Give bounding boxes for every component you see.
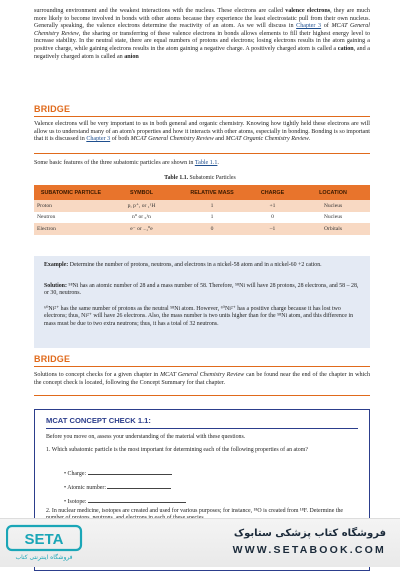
header-particle: SUBATOMIC PARTICLE bbox=[34, 185, 108, 200]
intro-text: surrounding environment and the weakest interactions with the nucleus. These electrons are called bbox=[34, 8, 286, 14]
bridge-heading: BRIDGE bbox=[34, 354, 71, 364]
bullet-label: Atomic number: bbox=[67, 485, 106, 491]
table-cell: Nucleus bbox=[296, 212, 370, 224]
answer-line-charge: • Charge: bbox=[64, 469, 172, 477]
table-cell: 0 bbox=[175, 223, 249, 235]
table-cell: +1 bbox=[249, 200, 296, 212]
chapter-3-link[interactable]: Chapter 3 bbox=[86, 136, 111, 143]
table-row bbox=[34, 223, 370, 235]
example-box bbox=[34, 256, 370, 348]
bullet-label: Charge: bbox=[67, 471, 87, 477]
intro-text: , and a negatively charged atom is called an bbox=[34, 45, 370, 60]
answer-blank[interactable] bbox=[88, 469, 172, 475]
book-title: MCAT Organic Chemistry Review bbox=[225, 136, 309, 143]
header-location: LOCATION bbox=[296, 185, 370, 200]
table-1-1-link[interactable]: Table 1.1 bbox=[194, 160, 218, 166]
example-label: Example: bbox=[44, 262, 69, 268]
example-question bbox=[44, 262, 364, 269]
bridge-text-part: of both bbox=[110, 136, 131, 143]
table-header-row bbox=[34, 185, 370, 200]
logo-wordmark: SETA bbox=[24, 531, 64, 548]
term-valence-electrons: valence electrons bbox=[285, 8, 331, 14]
bridge-heading: BRIDGE bbox=[34, 104, 71, 114]
question-2: 2. In nuclear medicine, isotopes are created and used for various purposes; for instance, ¹⁸O is created from ¹⁸F. Determine the bbox=[46, 508, 344, 514]
book-title: MCAT General Chemistry Review bbox=[160, 372, 245, 378]
intro-text: , they are much more likely to become involved in bonds with other atoms because they experience the least electrostatic pull from their own nucleus. Generally speaking, the valence electrons determine the reactivity of an atom. As we will discuss in bbox=[34, 8, 370, 30]
concept-check-rule bbox=[46, 428, 358, 429]
table-cell: Proton bbox=[34, 200, 108, 212]
table-cell: Electron bbox=[34, 223, 108, 235]
table-row bbox=[34, 200, 370, 212]
subatomic-particles-table bbox=[34, 185, 370, 235]
table-cell: 0 bbox=[249, 212, 296, 224]
book-title: MCAT General Chemistry Review bbox=[34, 23, 370, 37]
term-anion: anion bbox=[124, 53, 139, 60]
table-caption-text: Subatomic Particles bbox=[188, 175, 236, 181]
example-solution-2 bbox=[44, 306, 364, 328]
table-cell: e⁻ or ₋₁⁰e bbox=[108, 223, 175, 235]
term-cation: cation bbox=[337, 45, 354, 52]
table-caption-number: Table 1.1. bbox=[164, 175, 189, 181]
intro-paragraph bbox=[34, 8, 370, 61]
bridge-text-part: Valence electrons will be very important to us in both general and organic chemistry. Knowing how tightly held these electrons are will allow us to understand many of an atom's properties and how it interacts with other atoms, especially in bonding. Bonding is so important that it is discussed in bbox=[34, 121, 370, 143]
header-symbol: SYMBOL bbox=[108, 185, 175, 200]
chapter-3-link[interactable]: Chapter 3 bbox=[296, 23, 322, 30]
bridge-text-part: and bbox=[213, 136, 226, 143]
table-intro bbox=[34, 160, 370, 168]
example-solution bbox=[44, 283, 364, 298]
answer-line-isotope: • Isotope: bbox=[64, 497, 186, 505]
logo-subtitle: فروشگاه اینترنتی کتاب bbox=[15, 554, 73, 561]
table-cell: –1 bbox=[249, 223, 296, 235]
intro-text: of bbox=[321, 23, 332, 30]
solution-text: ⁶⁰Ni²⁺ has the same number of protons as the neutral ⁵⁸Ni atom. However, ⁶⁰Ni²⁺ has a positive charge because it has lost two electrons; thus, Ni²⁺ will have 26 electrons. Also, the mass number is two units higher than for the ⁵⁸Ni atom, and this difference in mass must be due to two extra neutrons; thus, it has a total of 32 neutrons. bbox=[44, 306, 354, 327]
store-name: فروشگاه کتاب پزشکی ستابوک bbox=[233, 528, 386, 539]
example-text: Determine the number of protons, neutrons, and electrons in a nickel-58 atom and in a nickel-60 +2 cation. bbox=[68, 262, 322, 268]
bridge-text-part: Solutions to concept checks for a given chapter in bbox=[34, 372, 161, 378]
answer-blank[interactable] bbox=[107, 483, 171, 489]
table-cell: p, p⁺, or ₁¹H bbox=[108, 200, 175, 212]
table-intro-text: . bbox=[217, 160, 219, 166]
table-cell: Orbitals bbox=[296, 223, 370, 235]
table-cell: n⁰ or ₀¹n bbox=[108, 212, 175, 224]
solution-label: Solution: bbox=[44, 283, 67, 289]
bridge-text bbox=[34, 121, 370, 144]
table-cell: Nucleus bbox=[296, 200, 370, 212]
book-title: MCAT General Chemistry Review bbox=[130, 136, 214, 143]
bridge-bottom-rule bbox=[34, 153, 370, 154]
header-charge: CHARGE bbox=[249, 185, 296, 200]
solution-text: ⁵⁸Ni has an atomic number of 28 and a mass number of 58. Therefore, ⁵⁸Ni will have 28 protons, 28 electrons, and 58 – 28, or 30, neutrons. bbox=[44, 283, 359, 297]
table-caption bbox=[0, 175, 400, 181]
bridge-bottom-rule bbox=[34, 395, 370, 396]
bridge-rule bbox=[34, 116, 370, 117]
concept-check-title: MCAT CONCEPT CHECK 1.1: bbox=[46, 416, 151, 425]
answer-blank[interactable] bbox=[88, 497, 186, 503]
bridge-rule bbox=[34, 366, 370, 367]
table-cell: 1 bbox=[175, 200, 249, 212]
store-url[interactable]: WWW.SETABOOK.COM bbox=[232, 544, 386, 556]
bullet-label: Isotope: bbox=[67, 499, 87, 505]
concept-check-intro: Before you move on, assess your understanding of the material with these questions. bbox=[46, 434, 246, 440]
table-row bbox=[34, 212, 370, 224]
table-cell: Neutron bbox=[34, 212, 108, 224]
question-1: 1. Which subatomic particle is the most important for determining each of the following properties of an atom? bbox=[46, 447, 308, 453]
bridge-text-part: can be found near the end of the chapter in which the concept check is located, following the Concept Summary for that chapter. bbox=[34, 372, 370, 386]
intro-text: , the sharing or transferring of these valence electrons in bonds allows elements to fill their highest energy level to increase stability. In the neutral state, there are equal numbers of protons and electrons; losing electrons results in the atom gaining a positive charge, while gaining electrons results in the atom gaining a negative charge. A positively charged atom is called a bbox=[34, 30, 370, 52]
bridge-text bbox=[34, 372, 370, 387]
table-cell: 1 bbox=[175, 212, 249, 224]
table-intro-text: Some basic features of the three subatomic particles are shown in bbox=[34, 160, 195, 166]
setabook-logo[interactable] bbox=[6, 524, 110, 562]
bridge-text-part: . bbox=[308, 136, 311, 143]
header-relative-mass: RELATIVE MASS bbox=[175, 185, 249, 200]
answer-line-atomic-number: • Atomic number: bbox=[64, 483, 171, 491]
